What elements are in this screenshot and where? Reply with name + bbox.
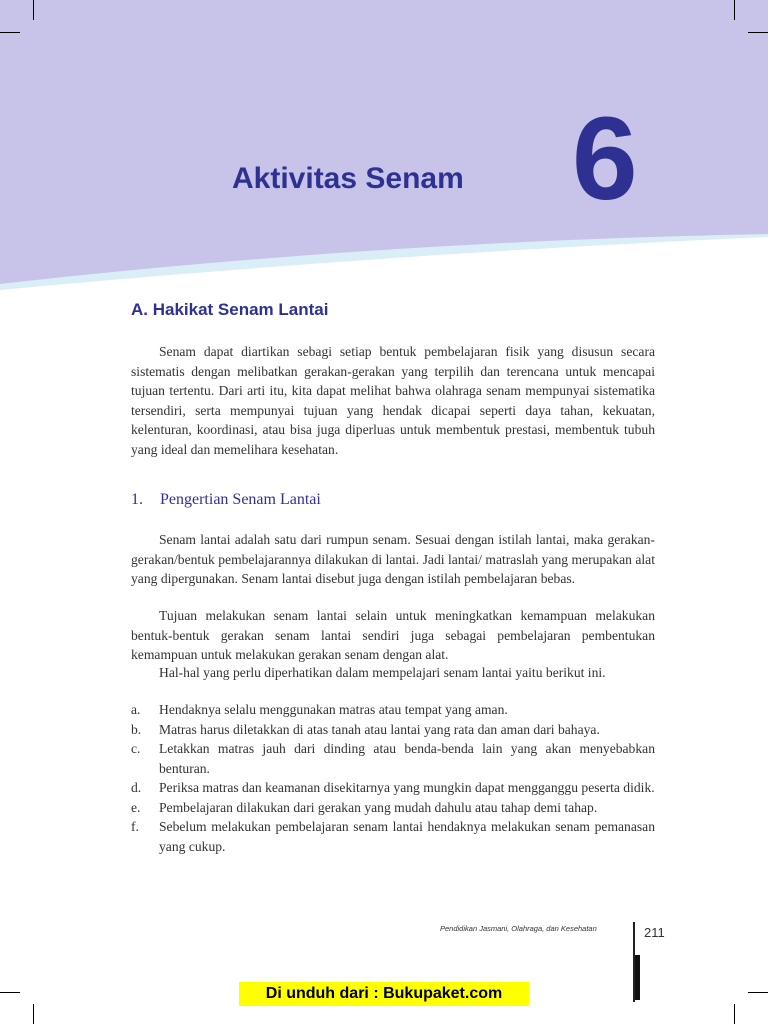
crop-mark-bottom-right (748, 992, 768, 993)
list-marker: d. (131, 780, 142, 795)
list-item-text: Pembelajaran dilakukan dari gerakan yang mudah dahulu atau tahap demi tahap. (159, 799, 598, 815)
list-item-text: Periksa matras dan keamanan disekitarnya yang mungkin dapat mengganggu peserta didik. (159, 780, 655, 795)
chapter-title: Aktivitas Senam (232, 162, 464, 195)
crop-mark-top-right (748, 32, 768, 33)
subsection-number: 1. (131, 491, 143, 508)
list-item (131, 798, 655, 818)
list-item (131, 720, 655, 740)
crop-mark-bottom-left-vertical (33, 1004, 34, 1024)
list-item-text: Letakkan matras jauh dari dinding atau benda-benda lain yang akan menyebabkan benturan. (159, 741, 655, 776)
section-a-paragraph: Senam dapat diartikan sebagi setiap bentuk pembelajaran fisik yang disusun secara sistematis dengan melibatkan gerakan-gerakan yang terpilih dan terencana untuk mencapai tujuan tertentu. Dari arti itu, kita dapat melihat bahwa olahraga senam mempunyai sistematika tersendiri, serta mempunyai tujuan yang hendak dicapai seperti daya tahan, kekuatan, kelenturan, koordinasi, atau bisa juga diperluas untuk membentuk prestasi, membentuk tubuh yang ideal dan memelihara kesehatan. (131, 344, 655, 457)
footer-book-title: Pendidikan Jasmani, Olahraga, dan Kesehatan (440, 924, 597, 933)
crop-mark-top-left (0, 32, 20, 33)
list-item (131, 700, 655, 720)
list-item (131, 739, 655, 778)
list-item (131, 778, 655, 798)
subsection-heading (131, 491, 321, 509)
list-item-text: Hendaknya selalu menggunakan matras atau tempat yang aman. (159, 702, 508, 717)
page-number: 211 (644, 925, 665, 940)
chapter-banner (0, 0, 768, 300)
list-item-text: Sebelum melakukan pembelajaran senam lantai hendaknya melakukan senam pemanasan yang cukup. (159, 819, 655, 854)
list-marker: b. (131, 721, 142, 737)
chapter-number: 6 (572, 93, 638, 225)
crop-mark-top-right-vertical (734, 0, 735, 20)
subsection-paragraph-3: Hal-hal yang perlu diperhatikan dalam mempelajari senam lantai yaitu berikut ini. (159, 665, 606, 680)
list-marker: a. (131, 702, 141, 717)
crop-mark-bottom-right-vertical (734, 1004, 735, 1024)
list-item-text: Matras harus diletakkan di atas tanah atau lantai yang rata dan aman dari bahaya. (159, 721, 600, 737)
list-marker: e. (131, 799, 141, 815)
subsection-paragraph-2: Tujuan melakukan senam lantai selain untuk meningkatkan kemampuan melakukan bentuk-bentuk gerakan senam lantai sendiri juga sebagai pembelajaran pembentukan kemampuan untuk melakukan gerakan senam dengan alat. (131, 608, 655, 662)
safety-list (131, 700, 655, 856)
list-item (131, 817, 655, 856)
crop-mark-top-left-vertical (33, 0, 34, 20)
footer-divider-thick (635, 955, 640, 1000)
subsection-title: Pengertian Senam Lantai (160, 491, 321, 508)
list-marker: f. (131, 819, 139, 834)
download-source-banner: Di unduh dari : Bukupaket.com (239, 982, 529, 1006)
subsection-paragraph-1: Senam lantai adalah satu dari rumpun senam. Sesuai dengan istilah lantai, maka gerakan-gerakan/bentuk pembelajarannya dilakukan di lantai. Jadi lantai/ matraslah yang merupakan alat yang dipergunakan. Senam lantai disebut juga dengan istilah pembelajaran bebas. (131, 532, 655, 586)
list-marker: c. (131, 741, 141, 756)
crop-mark-bottom-left (0, 992, 20, 993)
section-heading: A. Hakikat Senam Lantai (131, 300, 329, 319)
